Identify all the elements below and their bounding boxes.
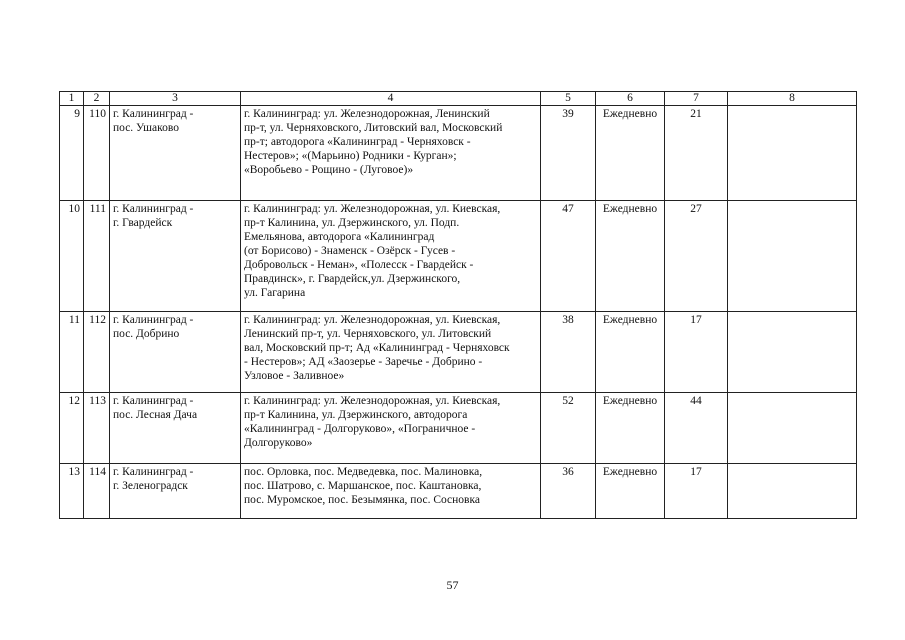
route-schedule: Ежедневно (596, 393, 665, 464)
route-length: 39 (541, 106, 596, 201)
route-path-line: пос. Муромское, пос. Безымянка, пос. Сосновка (244, 494, 481, 506)
route-length: 52 (541, 393, 596, 464)
route-name-line: пос. Добрино (113, 328, 180, 340)
route-name (110, 106, 241, 201)
route-name (110, 464, 241, 519)
header-cell-4: 4 (241, 92, 541, 106)
route-number: 114 (84, 464, 110, 519)
page-number: 57 (446, 578, 459, 592)
route-path-line: вал, Московский пр-т; Ад «Калининград - Черняховск (244, 342, 510, 354)
header-cell-5: 5 (541, 92, 596, 106)
route-path (241, 464, 541, 519)
route-note (728, 201, 857, 312)
route-name-line: пос. Ушаково (113, 122, 179, 134)
route-name-line: г. Калининград - (113, 395, 194, 407)
route-length: 38 (541, 312, 596, 393)
route-path-line: ул. Гагарина (244, 287, 306, 299)
route-path-line: «Калининград - Долгоруково», «Пограничное - (244, 423, 476, 435)
header-cell-8: 8 (728, 92, 857, 106)
route-name-line: г. Калининград - (113, 203, 194, 215)
route-name (110, 312, 241, 393)
header-cell-3: 3 (110, 92, 241, 106)
route-length: 36 (541, 464, 596, 519)
route-path-line: пр-т Калинина, ул. Дзержинского, ул. Подп. (244, 217, 460, 229)
header-cell-2: 2 (84, 92, 110, 106)
route-name-line: г. Зеленоградск (113, 480, 188, 492)
route-name-line: г. Калининград - (113, 466, 194, 478)
route-path-line: пос. Орловка, пос. Медведевка, пос. Малиновка, (244, 466, 483, 478)
route-path-line: пр-т Калинина, ул. Дзержинского, автодорога (244, 409, 468, 421)
route-interval: 21 (665, 106, 728, 201)
routes-table (59, 91, 857, 519)
table-row (60, 393, 857, 464)
route-path-line: пр-т; автодорога «Калининград - Черняховск - (244, 136, 471, 148)
route-path-line: «Воробьево - Рощино - (Луговое)» (244, 164, 414, 176)
route-name-line: пос. Лесная Дача (113, 409, 198, 421)
route-interval: 44 (665, 393, 728, 464)
route-number: 110 (84, 106, 110, 201)
route-name-line: г. Калининград - (113, 108, 194, 120)
route-note (728, 464, 857, 519)
route-path-line: - Нестеров»; АД «Заозерье - Заречье - Добрино - (244, 356, 483, 368)
row-number: 13 (60, 464, 84, 519)
route-length: 47 (541, 201, 596, 312)
route-path-line: Долгоруково» (244, 437, 313, 449)
route-path-line: Правдинск», г. Гвардейск,ул. Дзержинского, (244, 273, 461, 285)
route-note (728, 393, 857, 464)
route-schedule: Ежедневно (596, 312, 665, 393)
route-schedule: Ежедневно (596, 201, 665, 312)
row-number: 9 (60, 106, 84, 201)
route-note (728, 106, 857, 201)
row-number: 12 (60, 393, 84, 464)
table-row (60, 201, 857, 312)
route-path (241, 201, 541, 312)
route-schedule: Ежедневно (596, 106, 665, 201)
route-path-line: Емельянова, автодорога «Калининград (244, 231, 435, 243)
route-number: 112 (84, 312, 110, 393)
row-number: 11 (60, 312, 84, 393)
route-path (241, 106, 541, 201)
route-schedule: Ежедневно (596, 464, 665, 519)
header-row (60, 92, 857, 106)
route-name (110, 201, 241, 312)
header-cell-7: 7 (665, 92, 728, 106)
route-interval: 27 (665, 201, 728, 312)
table-row (60, 312, 857, 393)
route-path-line: пр-т, ул. Черняховского, Литовский вал, Московский (244, 122, 503, 134)
route-interval: 17 (665, 312, 728, 393)
route-note (728, 312, 857, 393)
route-path-line: Узловое - Заливное» (244, 370, 345, 382)
row-number: 10 (60, 201, 84, 312)
route-path-line: Нестеров»; «(Марьино) Родники - Курган»; (244, 150, 457, 162)
route-number: 113 (84, 393, 110, 464)
route-name-line: г. Калининград - (113, 314, 194, 326)
route-path-line: (от Борисово) - Знаменск - Озёрск - Гусев - (244, 245, 456, 257)
route-name-line: г. Гвардейск (113, 217, 173, 229)
route-name (110, 393, 241, 464)
route-interval: 17 (665, 464, 728, 519)
route-path (241, 393, 541, 464)
header-cell-6: 6 (596, 92, 665, 106)
route-path-line: г. Калининград: ул. Железнодорожная, ул. Киевская, (244, 314, 501, 326)
route-path (241, 312, 541, 393)
route-number: 111 (84, 201, 110, 312)
route-path-line: Ленинский пр-т, ул. Черняховского, ул. Литовский (244, 328, 492, 340)
route-path-line: г. Калининград: ул. Железнодорожная, Ленинский (244, 108, 490, 120)
route-path-line: г. Калининград: ул. Железнодорожная, ул. Киевская, (244, 395, 501, 407)
table-row (60, 106, 857, 201)
table-row (60, 464, 857, 519)
route-path-line: Добровольск - Неман», «Полесск - Гвардейск - (244, 259, 474, 271)
route-path-line: г. Калининград: ул. Железнодорожная, ул. Киевская, (244, 203, 501, 215)
route-path-line: пос. Шатрово, с. Маршанское, пос. Каштановка, (244, 480, 482, 492)
header-cell-1: 1 (60, 92, 84, 106)
